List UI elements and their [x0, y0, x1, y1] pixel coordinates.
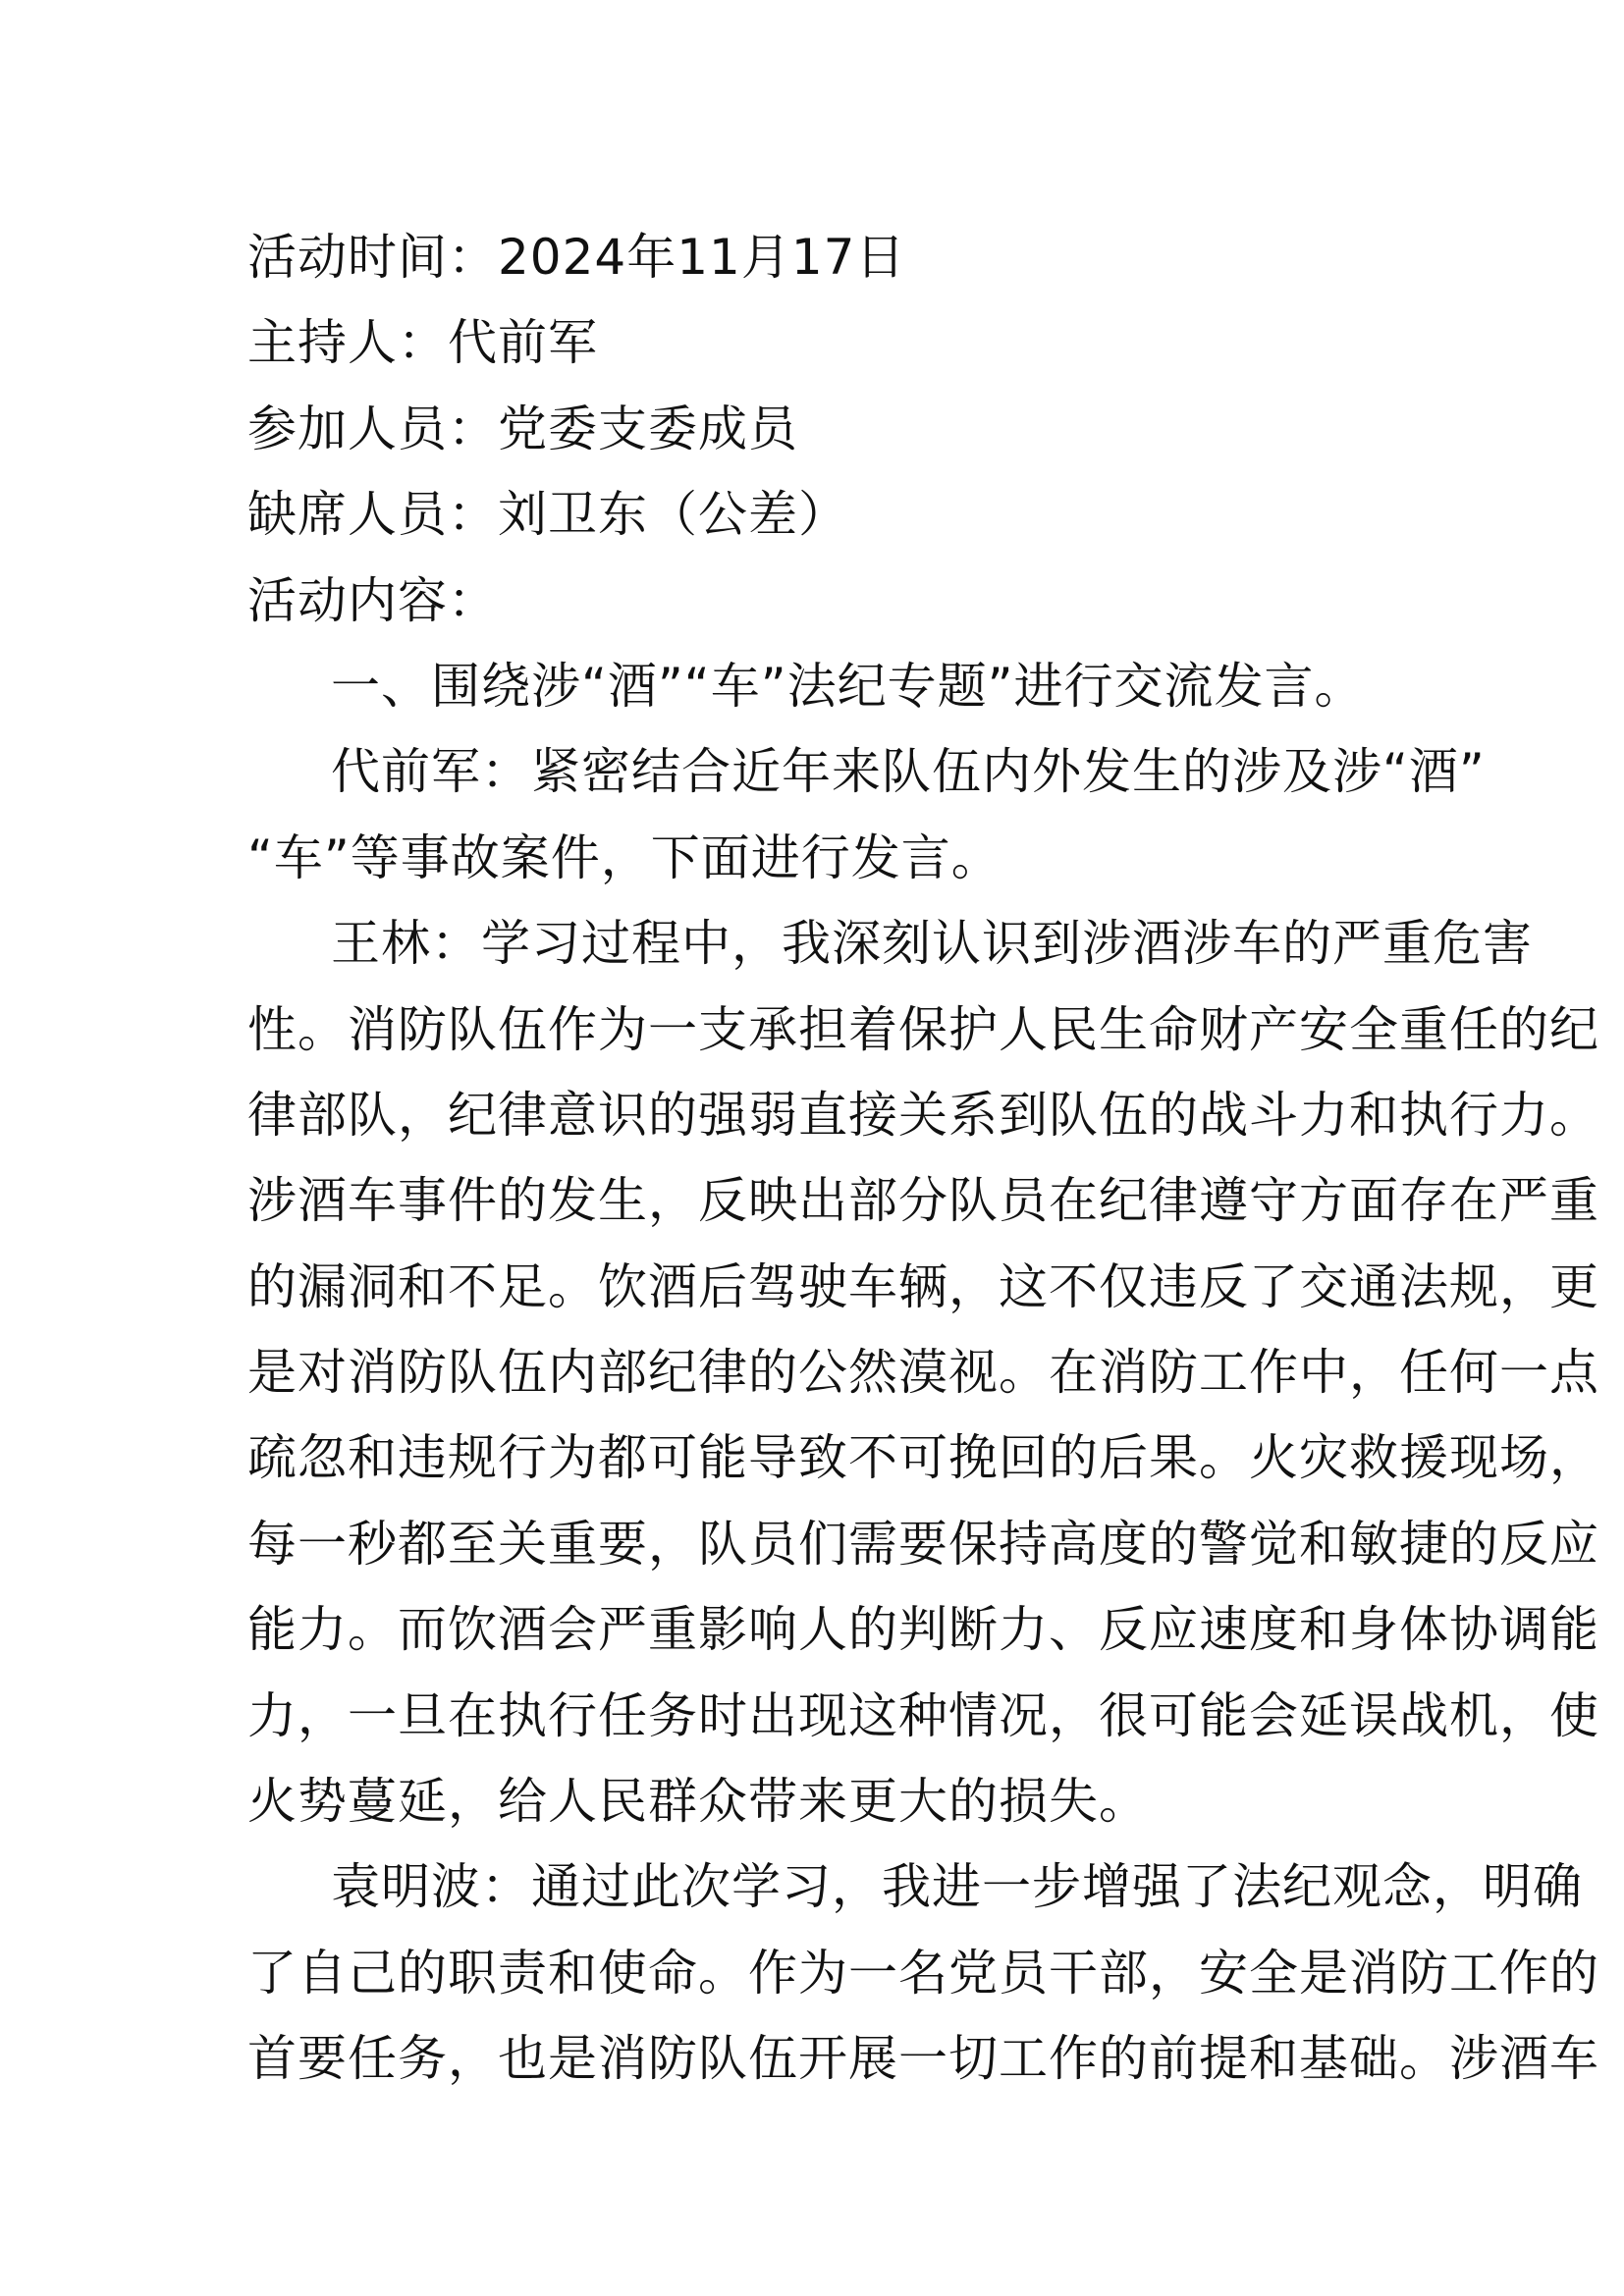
text-line: 一、围绕涉“酒”“车”法纪专题”进行交流发言。 — [331, 657, 1365, 715]
text-line: 性。消防队伍作为一支承担着保护人民生命财产安全重任的纪 — [247, 1000, 1599, 1058]
text-line: 是对消防队伍内部纪律的公然漠视。在消防工作中，任何一点 — [247, 1344, 1599, 1402]
text-line: 袁明波：通过此次学习，我进一步增强了法纪观念，明确 — [331, 1858, 1583, 1916]
text-line: 火势蔓延，给人民群众带来更大的损失。 — [247, 1773, 1149, 1831]
text-line: 活动时间：2024年11月17日 — [247, 229, 906, 286]
text-line: “车”等事故案件，下面进行发言。 — [247, 828, 1001, 886]
text-line: 活动内容： — [247, 571, 498, 629]
text-line: 首要任务，也是消防队伍开展一切工作的前提和基础。涉酒车 — [247, 2030, 1599, 2088]
text-line: 主持人：代前军 — [247, 314, 598, 372]
text-line: 的漏洞和不足。饮酒后驾驶车辆，这不仅违反了交通法规，更 — [247, 1257, 1599, 1315]
text-line: 了自己的职责和使命。作为一名党员干部，安全是消防工作的 — [247, 1944, 1599, 2002]
text-line: 代前军：紧密结合近年来队伍内外发生的涉及涉“酒” — [331, 743, 1486, 801]
text-line: 王林：学习过程中，我深刻认识到涉酒涉车的严重危害 — [331, 915, 1533, 973]
text-line: 能力。而饮酒会严重影响人的判断力、反应速度和身体协调能 — [247, 1601, 1599, 1659]
text-line: 律部队，纪律意识的强弱直接关系到队伍的战斗力和执行力。 — [247, 1086, 1599, 1144]
text-line: 疏忽和违规行为都可能导致不可挽回的后果。火灾救援现场， — [247, 1429, 1599, 1487]
document-body — [247, 215, 1599, 2103]
text-line: 涉酒车事件的发生，反映出部分队员在纪律遵守方面存在严重 — [247, 1172, 1599, 1230]
text-line: 参加人员：党委支委成员 — [247, 400, 798, 457]
text-line: 每一秒都至关重要，队员们需要保持高度的警觉和敏捷的反应 — [247, 1515, 1599, 1573]
text-line: 力，一旦在执行任务时出现这种情况，很可能会延误战机，使 — [247, 1686, 1599, 1744]
text-line: 缺席人员：刘卫东（公差） — [247, 486, 848, 544]
